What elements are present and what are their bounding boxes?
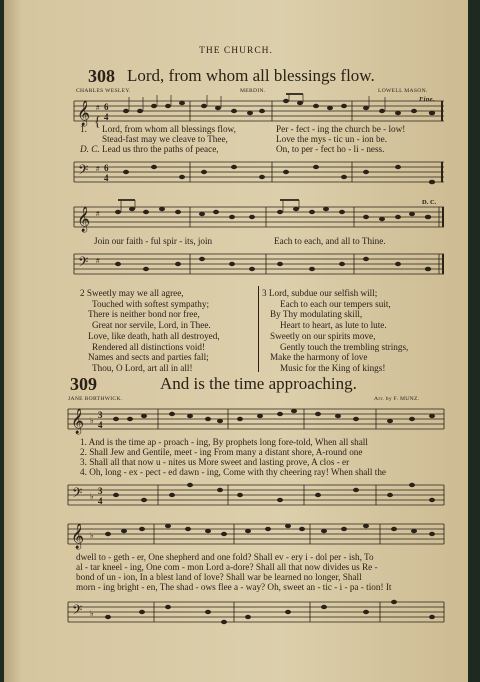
hymn-308-verse-2 — [80, 288, 220, 374]
verse-line: Heart to heart, as lute to lute. — [280, 320, 387, 331]
svg-text:𝄞: 𝄞 — [71, 409, 85, 434]
verse-line: Sweetly on our spirits move, — [270, 330, 376, 341]
verse-line: Rendered all distinctions void! — [92, 341, 206, 352]
hymn-309-number: 309 — [70, 374, 97, 394]
svg-text:#: # — [96, 210, 100, 218]
lyric-line: dwell to - geth - er, One shepherd and one fold? Shall ev - ery i - dol per - ish, To — [76, 552, 374, 562]
svg-text:3: 3 — [98, 410, 103, 420]
hymn-308-line-2b: Love the mys - tic un - ion be. — [276, 134, 387, 144]
verse-line: Thou, O Lord, art all in all! — [92, 362, 193, 373]
svg-text:𝄢: 𝄢 — [78, 254, 89, 273]
hymn-308-line-3a: Lead us thro the paths of peace, — [102, 144, 219, 154]
brace: { — [94, 115, 101, 130]
hymn-309-bass-staff-1 — [4, 477, 468, 513]
verse-line: By Thy modulating skill, — [270, 309, 363, 320]
hymn-308-tune: MERDIN. — [240, 88, 266, 94]
svg-text:6: 6 — [104, 163, 109, 173]
verse-line: 2 Sweetly may we all agree, — [80, 288, 184, 298]
svg-text:♭: ♭ — [90, 416, 94, 425]
svg-text:3: 3 — [98, 486, 103, 496]
hymn-309-author: JANE BORTHWICK. — [68, 396, 123, 402]
hymn-308-title: Lord, from whom all blessings flow. — [127, 66, 375, 85]
lyric-line: 1. And is the time ap - proach - ing, By prophets long fore-told, When all shall — [80, 437, 368, 447]
svg-text:4: 4 — [98, 420, 103, 430]
hymn-309-treble-staff-2 — [4, 516, 468, 552]
hymn-308-line-1a: Lord, from whom all blessings flow, — [102, 124, 236, 134]
svg-text:4: 4 — [104, 112, 109, 122]
hymn-308-bass-staff-1 — [4, 154, 468, 190]
hymn-308-verse-3 — [262, 288, 408, 374]
lyric-line: 4. Oh, long - ex - pect - ed dawn - ing, Come with thy cheering ray! When shall the — [80, 467, 386, 477]
verse-number-1: 1. — [80, 124, 87, 134]
hymn-308-line-1b: Per - fect - ing the church be - low! — [276, 124, 406, 134]
running-head: THE CHURCH. — [199, 46, 273, 56]
svg-text:𝄢: 𝄢 — [72, 602, 83, 621]
verse-line: Touched with softest sympathy; — [92, 298, 209, 309]
svg-text:♭: ♭ — [90, 609, 94, 618]
hymn-308-treble-staff-2 — [4, 199, 468, 235]
verse-divider — [258, 286, 259, 372]
svg-text:#: # — [96, 104, 100, 112]
hymn-308-bass-staff-2 — [4, 246, 468, 282]
hymn-308-line-2a: Stead-fast may we cleave to Thee, — [102, 134, 228, 144]
fine-mark: Fine. — [419, 96, 435, 103]
lyric-line: bond of un - ion, In a blest land of love? Shall war be learned no longer, Shall — [76, 572, 362, 582]
svg-text:♭: ♭ — [90, 531, 94, 540]
svg-text:#: # — [96, 257, 100, 265]
verse-line: Gently touch the trembling strings, — [280, 341, 409, 352]
svg-text:6: 6 — [104, 102, 109, 112]
svg-text:♭: ♭ — [90, 492, 94, 501]
hymn-309-lyrics-b — [76, 552, 391, 592]
svg-text:𝄞: 𝄞 — [71, 524, 85, 549]
verse-line: Great nor servile, Lord, in Thee. — [92, 320, 211, 331]
verse-line: Love, like death, hath all destroyed, — [88, 330, 220, 341]
verse-line: Make the harmony of love — [270, 352, 368, 363]
verse-line: 3 Lord, subdue our selfish will; — [262, 288, 378, 298]
lyric-line: 2. Shall Jew and Gentile, meet - ing From many a distant shore, A-round one — [80, 447, 363, 457]
verse-line: Each to each our tempers suit, — [280, 298, 391, 309]
lyric-line: 3. Shall all that now u - nites us More sweet and lasting prove, A clos - er — [80, 457, 350, 467]
hymn-308-line-4a: Join our faith - ful spir - its, join — [94, 236, 213, 246]
verse-line: There is neither bond nor free, — [88, 309, 200, 320]
lyric-line: al - tar kneel - ing, One com - mon Lord a-dore? Shall all that now divides us Re - — [76, 562, 378, 572]
svg-text:𝄞: 𝄞 — [77, 101, 91, 126]
hymn-308-author: CHARLES WESLEY. — [76, 88, 131, 94]
svg-text:4: 4 — [104, 173, 109, 183]
hymn-309-bass-staff-2 — [4, 594, 468, 634]
hymn-309-title: And is the time approaching. — [160, 374, 357, 393]
hymn-308-line-4b: Each to each, and all to Thine. — [274, 236, 386, 246]
svg-text:𝄞: 𝄞 — [77, 207, 91, 232]
dc-mark: D. C. — [422, 199, 437, 206]
verse-line: Music for the King of kings! — [280, 362, 386, 373]
hymn-309-composer: Arr. by F. MUNZ. — [374, 396, 420, 402]
svg-text:#: # — [96, 165, 100, 173]
hymn-308-number: 308 — [88, 66, 115, 86]
hymn-308-composer: LOWELL MASON. — [378, 88, 428, 94]
hymnal-page — [4, 0, 468, 682]
verse-line: Names and sects and parties fall; — [88, 352, 209, 363]
svg-text:4: 4 — [98, 496, 103, 506]
svg-text:𝄢: 𝄢 — [78, 162, 89, 181]
dc-label: D. C. — [80, 144, 100, 154]
lyric-line: morn - ing bright - en, The shad - ows flee a - way? Oh, sweet an - tic - i - pa - tion! It — [76, 582, 392, 592]
hymn-309-lyrics-a — [80, 437, 386, 477]
hymn-309-treble-staff-1 — [4, 401, 468, 437]
svg-text:𝄢: 𝄢 — [72, 485, 83, 504]
hymn-308-line-3b: On, to per - fect ho - li - ness. — [276, 144, 385, 154]
